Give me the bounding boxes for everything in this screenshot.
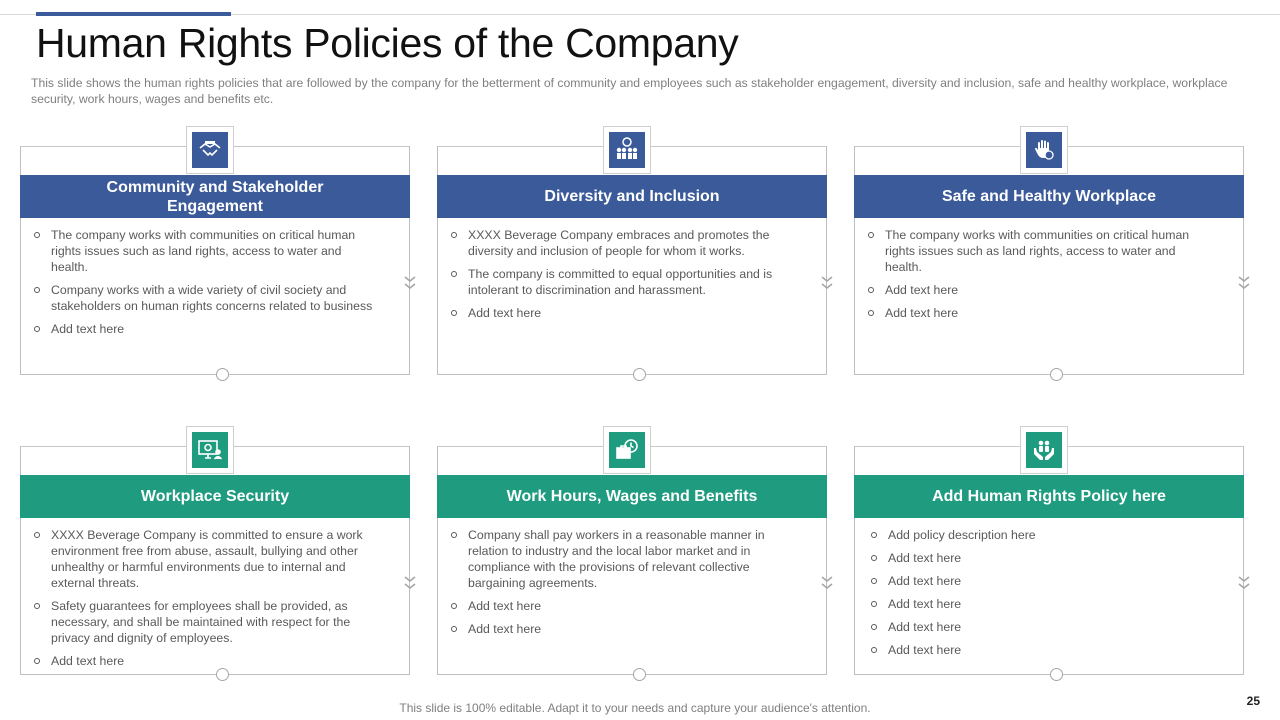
bullet-icon xyxy=(451,626,457,632)
footer-note: This slide is 100% editable. Adapt it to your needs and capture your audience's attention. xyxy=(399,701,871,715)
double-chevron-down-icon xyxy=(1238,573,1250,593)
card-header: Workplace Security xyxy=(20,475,410,518)
list-item: XXXX Beverage Company embraces and promotes the diversity and inclusion of people for whom it works. xyxy=(450,227,790,259)
icon-frame xyxy=(603,126,651,174)
list-item: Add text here xyxy=(33,653,373,669)
policy-card-workplace-security xyxy=(20,446,410,675)
handshake-icon xyxy=(192,132,228,168)
bullet-icon xyxy=(868,310,874,316)
double-chevron-down-icon xyxy=(821,573,833,593)
hand-shield-icon xyxy=(1026,132,1062,168)
connector-knob xyxy=(216,668,229,681)
briefcase-clock-icon xyxy=(609,432,645,468)
list-item: Add text here xyxy=(870,619,1210,635)
card-header: Diversity and Inclusion xyxy=(437,175,827,218)
list-item: Add policy description here xyxy=(870,527,1210,543)
list-item: Safety guarantees for employees shall be provided, as necessary, and shall be maintained with respect for the privacy and dignity of employees. xyxy=(33,598,373,646)
bullet-icon xyxy=(451,232,457,238)
icon-frame xyxy=(603,426,651,474)
title-accent-bar xyxy=(36,12,231,16)
connector-knob xyxy=(1050,368,1063,381)
bullet-icon xyxy=(871,601,877,607)
policy-card-diversity xyxy=(437,146,827,375)
double-chevron-down-icon xyxy=(821,273,833,293)
icon-frame xyxy=(186,426,234,474)
list-item: Add text here xyxy=(450,598,790,614)
list-item: Add text here xyxy=(870,550,1210,566)
list-item: The company works with communities on critical human rights issues such as land rights, access to water and health. xyxy=(33,227,373,275)
icon-frame xyxy=(186,126,234,174)
list-item: Company works with a wide variety of civil society and stakeholders on human rights concerns related to business xyxy=(33,282,373,314)
slide-subtitle: This slide shows the human rights policies that are followed by the company for the betterment of community and employees such as stakeholder engagement, diversity and inclusion, safe and healthy workplace, workplace security, work hours, wages and benefits etc. xyxy=(31,76,1228,106)
bullet-icon xyxy=(34,232,40,238)
card-header: Add Human Rights Policy here xyxy=(854,475,1244,518)
list-item: Add text here xyxy=(33,321,373,337)
policy-card-add-policy xyxy=(854,446,1244,675)
list-item: Add text here xyxy=(450,305,790,321)
bullet-icon xyxy=(451,603,457,609)
bullet-icon xyxy=(34,287,40,293)
bullet-icon xyxy=(451,310,457,316)
bullet-icon xyxy=(871,532,877,538)
bullet-icon xyxy=(871,624,877,630)
page-number: 25 xyxy=(1246,694,1260,708)
bullet-list xyxy=(870,527,1210,665)
list-item: Add text here xyxy=(870,596,1210,612)
policy-card-community xyxy=(20,146,410,375)
list-item: Add text here xyxy=(867,305,1207,321)
bullet-icon xyxy=(451,271,457,277)
monitor-security-icon xyxy=(192,432,228,468)
list-item: The company works with communities on critical human rights issues such as land rights, access to water and health. xyxy=(867,227,1207,275)
connector-knob xyxy=(216,368,229,381)
bullet-icon xyxy=(34,326,40,332)
policy-card-work-hours xyxy=(437,446,827,675)
list-item: Add text here xyxy=(867,282,1207,298)
list-item: The company is committed to equal opportunities and is intolerant to discrimination and harassment. xyxy=(450,266,790,298)
bullet-list xyxy=(33,527,373,676)
slide-title: Human Rights Policies of the Company xyxy=(36,20,739,66)
list-item: Add text here xyxy=(870,642,1210,658)
bullet-icon xyxy=(871,578,877,584)
list-item: Add text here xyxy=(870,573,1210,589)
card-header: Community and Stakeholder Engagement xyxy=(20,175,410,218)
connector-knob xyxy=(633,368,646,381)
bullet-icon xyxy=(34,658,40,664)
bullet-list xyxy=(33,227,373,344)
hands-people-icon xyxy=(1026,432,1062,468)
card-header: Work Hours, Wages and Benefits xyxy=(437,475,827,518)
double-chevron-down-icon xyxy=(404,273,416,293)
people-group-icon xyxy=(609,132,645,168)
bullet-icon xyxy=(871,555,877,561)
bullet-icon xyxy=(868,232,874,238)
double-chevron-down-icon xyxy=(404,573,416,593)
bullet-icon xyxy=(868,287,874,293)
bullet-icon xyxy=(451,532,457,538)
bullet-icon xyxy=(871,647,877,653)
bullet-icon xyxy=(34,603,40,609)
policy-card-safe-workplace xyxy=(854,146,1244,375)
bullet-list xyxy=(867,227,1207,328)
card-header: Safe and Healthy Workplace xyxy=(854,175,1244,218)
bullet-icon xyxy=(34,532,40,538)
list-item: Add text here xyxy=(450,621,790,637)
icon-frame xyxy=(1020,126,1068,174)
double-chevron-down-icon xyxy=(1238,273,1250,293)
bullet-list xyxy=(450,527,790,644)
bullet-list xyxy=(450,227,790,328)
connector-knob xyxy=(633,668,646,681)
icon-frame xyxy=(1020,426,1068,474)
list-item: Company shall pay workers in a reasonable manner in relation to industry and the local labor market and in compliance with the provisions of relevant collective bargaining agreements. xyxy=(450,527,790,591)
connector-knob xyxy=(1050,668,1063,681)
list-item: XXXX Beverage Company is committed to ensure a work environment free from abuse, assault, bullying and other unhealthy or harmful environments due to internal and external threats. xyxy=(33,527,373,591)
